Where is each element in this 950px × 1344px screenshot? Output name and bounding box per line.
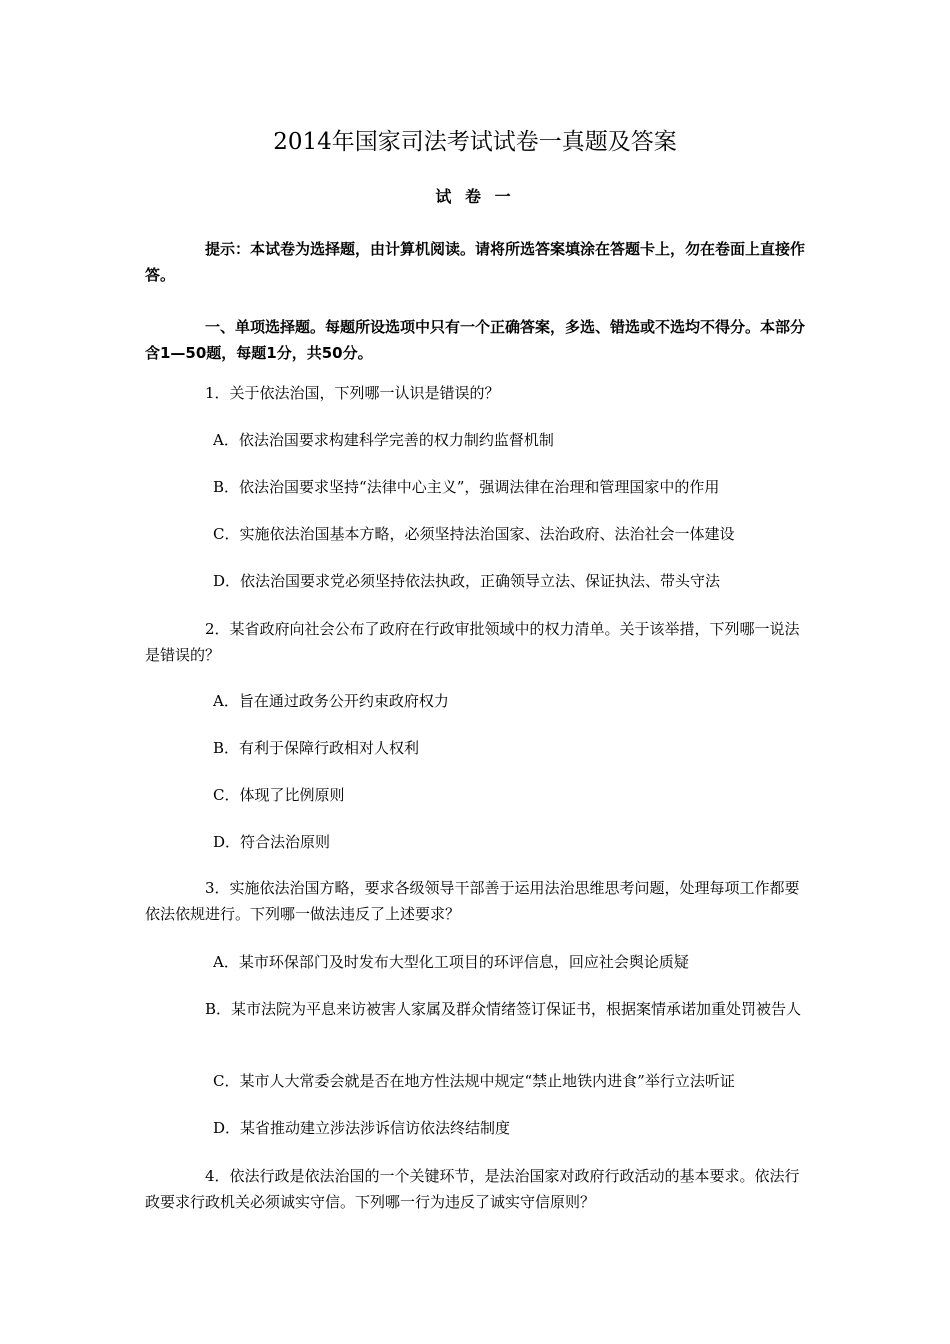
question-2-option-c: C．体现了比例原则	[213, 786, 345, 804]
question-4-stem: 4．依法行政是依法治国的一个关键环节，是法治国家对政府行政活动的基本要求。依法行政要求行政机关必须诚实守信。下列哪一行为违反了诚实守信原则？	[145, 1167, 800, 1211]
question-3-option-c: C．某市人大常委会就是否在地方性法规中规定“禁止地铁内进食”举行立法听证	[213, 1072, 735, 1090]
question-3-option-b: B．某市法院为平息来访被害人家属及群众情绪签订保证书，根据案情承诺加重处罚被告人	[205, 1000, 802, 1018]
exam-notice: 提示：本试卷为选择题，由计算机阅读。请将所选答案填涂在答题卡上，勿在卷面上直接作答。	[145, 240, 806, 284]
question-1-option-c: C．实施依法治国基本方略，必须坚持法治国家、法治政府、法治社会一体建设	[213, 525, 735, 543]
question-3-option-d: D．某省推动建立涉法涉诉信访依法终结制度	[213, 1119, 511, 1137]
paper-subtitle: 试 卷 一	[435, 187, 515, 206]
question-2-stem: 2．某省政府向社会公布了政府在行政审批领域中的权力清单。关于该举措，下列哪一说法是错误的？	[145, 620, 800, 664]
question-2-option-b: B．有利于保障行政相对人权利	[213, 739, 420, 757]
question-1-option-b: B．依法治国要求坚持“法律中心主义”，强调法律在治理和管理国家中的作用	[213, 478, 720, 496]
question-2-option-a: A．旨在通过政务公开约束政府权力	[213, 692, 449, 710]
question-2-option-d: D．符合法治原则	[213, 833, 331, 851]
question-1-option-d: D．依法治国要求党必须坚持依法执政，正确领导立法、保证执法、带头守法	[213, 572, 721, 590]
section-heading: 一、单项选择题。每题所设选项中只有一个正确答案，多选、错选或不选均不得分。本部分含1—50题，每题1分，共50分。	[145, 318, 806, 362]
question-1-option-a: A．依法治国要求构建科学完善的权力制约监督机制	[213, 431, 554, 449]
question-1-stem: 1．关于依法治国，下列哪一认识是错误的？	[205, 384, 500, 402]
document-title: 2014年国家司法考试试卷一真题及答案	[273, 129, 677, 155]
question-3-option-a: A．某市环保部门及时发布大型化工项目的环评信息，回应社会舆论质疑	[213, 953, 689, 971]
question-3-stem: 3．实施依法治国方略，要求各级领导干部善于运用法治思维思考问题，处理每项工作都要依法依规进行。下列哪一做法违反了上述要求？	[145, 879, 800, 923]
